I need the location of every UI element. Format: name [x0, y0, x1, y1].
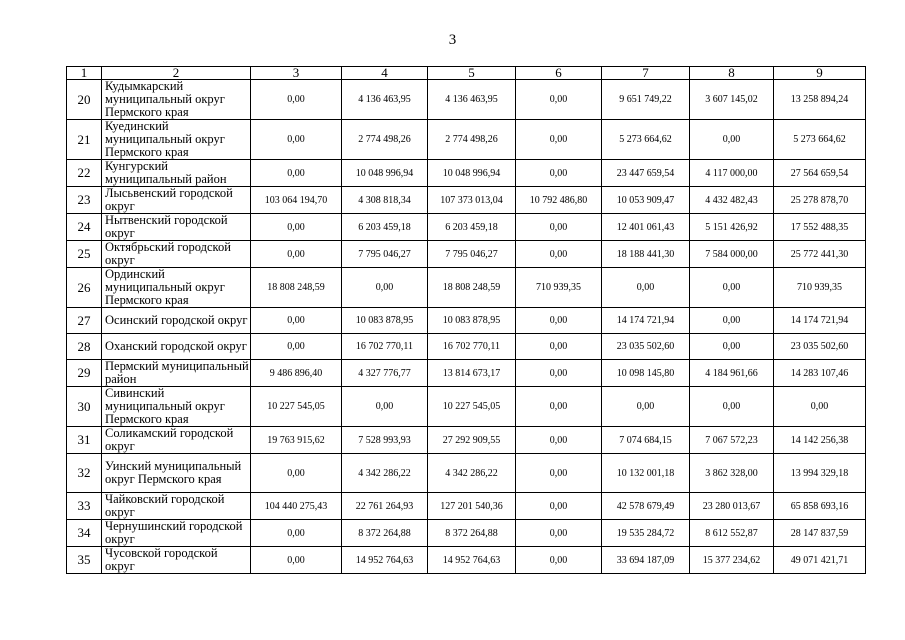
col-9-value: 14 174 721,94 [774, 308, 866, 334]
table-row [67, 160, 866, 187]
row-number: 32 [67, 454, 102, 493]
col-9-value: 14 142 256,38 [774, 427, 866, 454]
col-8-value: 0,00 [690, 308, 774, 334]
row-number: 31 [67, 427, 102, 454]
col-7-value: 9 651 749,22 [602, 80, 690, 120]
col-3-value: 0,00 [251, 520, 342, 547]
row-number: 28 [67, 334, 102, 360]
col-6-value: 0,00 [516, 80, 602, 120]
col-6-value: 0,00 [516, 493, 602, 520]
col-6-value: 0,00 [516, 120, 602, 160]
col-7-value: 12 401 061,43 [602, 214, 690, 241]
column-header: 5 [428, 67, 516, 80]
col-6-value: 0,00 [516, 160, 602, 187]
col-8-value: 0,00 [690, 387, 774, 427]
col-4-value: 4 327 776,77 [342, 360, 428, 387]
row-number: 34 [67, 520, 102, 547]
col-9-value: 13 994 329,18 [774, 454, 866, 493]
col-4-value: 4 342 286,22 [342, 454, 428, 493]
col-6-value: 710 939,35 [516, 268, 602, 308]
col-9-value: 14 283 107,46 [774, 360, 866, 387]
col-8-value: 3 862 328,00 [690, 454, 774, 493]
column-header: 7 [602, 67, 690, 80]
col-3-value: 0,00 [251, 547, 342, 574]
column-numbers-row [67, 67, 866, 80]
col-6-value: 0,00 [516, 214, 602, 241]
col-6-value: 0,00 [516, 360, 602, 387]
col-4-value: 4 136 463,95 [342, 80, 428, 120]
municipality-name: Лысьвенский городской округ [102, 187, 251, 214]
column-header: 4 [342, 67, 428, 80]
col-4-value: 16 702 770,11 [342, 334, 428, 360]
row-number: 30 [67, 387, 102, 427]
col-8-value: 4 184 961,66 [690, 360, 774, 387]
municipality-name: Чернушинский городской округ [102, 520, 251, 547]
col-5-value: 8 372 264,88 [428, 520, 516, 547]
row-number: 24 [67, 214, 102, 241]
col-4-value: 2 774 498,26 [342, 120, 428, 160]
table-row [67, 427, 866, 454]
municipality-name: Куединский муниципальный округ Пермского края [102, 120, 251, 160]
municipality-name: Оханский городской округ [102, 334, 251, 360]
municipality-name: Октябрьский городской округ [102, 241, 251, 268]
col-4-value: 14 952 764,63 [342, 547, 428, 574]
municipality-name: Соликамский городской округ [102, 427, 251, 454]
col-3-value: 103 064 194,70 [251, 187, 342, 214]
col-7-value: 0,00 [602, 268, 690, 308]
col-4-value: 0,00 [342, 268, 428, 308]
column-header: 9 [774, 67, 866, 80]
col-6-value: 0,00 [516, 308, 602, 334]
col-7-value: 14 174 721,94 [602, 308, 690, 334]
row-number: 27 [67, 308, 102, 334]
col-9-value: 25 772 441,30 [774, 241, 866, 268]
col-4-value: 4 308 818,34 [342, 187, 428, 214]
row-number: 26 [67, 268, 102, 308]
col-8-value: 4 432 482,43 [690, 187, 774, 214]
col-9-value: 5 273 664,62 [774, 120, 866, 160]
municipality-name: Ординский муниципальный округ Пермского края [102, 268, 251, 308]
municipality-name: Уинский муниципальный округ Пермского края [102, 454, 251, 493]
col-3-value: 0,00 [251, 454, 342, 493]
row-number: 29 [67, 360, 102, 387]
table-row [67, 520, 866, 547]
col-9-value: 25 278 878,70 [774, 187, 866, 214]
col-8-value: 0,00 [690, 334, 774, 360]
row-number: 23 [67, 187, 102, 214]
col-5-value: 127 201 540,36 [428, 493, 516, 520]
col-4-value: 7 528 993,93 [342, 427, 428, 454]
col-4-value: 6 203 459,18 [342, 214, 428, 241]
municipality-name: Осинский городской округ [102, 308, 251, 334]
col-9-value: 710 939,35 [774, 268, 866, 308]
col-8-value: 0,00 [690, 120, 774, 160]
table-row [67, 493, 866, 520]
table-row [67, 547, 866, 574]
col-3-value: 104 440 275,43 [251, 493, 342, 520]
col-7-value: 10 053 909,47 [602, 187, 690, 214]
col-6-value: 0,00 [516, 334, 602, 360]
table-row [67, 187, 866, 214]
col-3-value: 0,00 [251, 160, 342, 187]
col-4-value: 0,00 [342, 387, 428, 427]
col-7-value: 5 273 664,62 [602, 120, 690, 160]
col-7-value: 0,00 [602, 387, 690, 427]
column-header: 8 [690, 67, 774, 80]
col-8-value: 8 612 552,87 [690, 520, 774, 547]
column-header: 3 [251, 67, 342, 80]
col-5-value: 2 774 498,26 [428, 120, 516, 160]
col-7-value: 23 447 659,54 [602, 160, 690, 187]
col-5-value: 10 048 996,94 [428, 160, 516, 187]
table-row [67, 360, 866, 387]
col-8-value: 5 151 426,92 [690, 214, 774, 241]
col-6-value: 0,00 [516, 241, 602, 268]
col-8-value: 4 117 000,00 [690, 160, 774, 187]
col-9-value: 17 552 488,35 [774, 214, 866, 241]
col-3-value: 0,00 [251, 80, 342, 120]
col-8-value: 7 584 000,00 [690, 241, 774, 268]
col-5-value: 4 136 463,95 [428, 80, 516, 120]
col-5-value: 14 952 764,63 [428, 547, 516, 574]
col-5-value: 107 373 013,04 [428, 187, 516, 214]
col-6-value: 0,00 [516, 387, 602, 427]
col-3-value: 10 227 545,05 [251, 387, 342, 427]
col-6-value: 0,00 [516, 520, 602, 547]
municipality-name: Чайковский городской округ [102, 493, 251, 520]
data-table [66, 66, 866, 574]
page-number: 3 [448, 32, 457, 48]
col-3-value: 0,00 [251, 120, 342, 160]
col-8-value: 7 067 572,23 [690, 427, 774, 454]
row-number: 22 [67, 160, 102, 187]
col-4-value: 22 761 264,93 [342, 493, 428, 520]
row-number: 21 [67, 120, 102, 160]
col-3-value: 18 808 248,59 [251, 268, 342, 308]
table-body [67, 80, 866, 574]
col-5-value: 16 702 770,11 [428, 334, 516, 360]
col-5-value: 6 203 459,18 [428, 214, 516, 241]
col-7-value: 18 188 441,30 [602, 241, 690, 268]
col-3-value: 0,00 [251, 334, 342, 360]
municipality-name: Чусовской городской округ [102, 547, 251, 574]
col-8-value: 0,00 [690, 268, 774, 308]
column-header: 6 [516, 67, 602, 80]
col-7-value: 23 035 502,60 [602, 334, 690, 360]
col-4-value: 7 795 046,27 [342, 241, 428, 268]
col-3-value: 9 486 896,40 [251, 360, 342, 387]
col-9-value: 28 147 837,59 [774, 520, 866, 547]
col-9-value: 0,00 [774, 387, 866, 427]
municipality-name: Кудымкарский муниципальный округ Пермского края [102, 80, 251, 120]
col-7-value: 19 535 284,72 [602, 520, 690, 547]
col-7-value: 7 074 684,15 [602, 427, 690, 454]
col-3-value: 0,00 [251, 308, 342, 334]
table-row [67, 120, 866, 160]
col-6-value: 0,00 [516, 427, 602, 454]
col-9-value: 13 258 894,24 [774, 80, 866, 120]
col-6-value: 0,00 [516, 454, 602, 493]
col-6-value: 10 792 486,80 [516, 187, 602, 214]
table-row [67, 241, 866, 268]
municipality-name: Сивинский муниципальный округ Пермского края [102, 387, 251, 427]
column-header: 2 [102, 67, 251, 80]
col-5-value: 13 814 673,17 [428, 360, 516, 387]
col-7-value: 42 578 679,49 [602, 493, 690, 520]
row-number: 35 [67, 547, 102, 574]
col-6-value: 0,00 [516, 547, 602, 574]
col-3-value: 0,00 [251, 214, 342, 241]
col-5-value: 4 342 286,22 [428, 454, 516, 493]
column-header: 1 [67, 67, 102, 80]
row-number: 33 [67, 493, 102, 520]
col-8-value: 3 607 145,02 [690, 80, 774, 120]
col-5-value: 10 227 545,05 [428, 387, 516, 427]
col-7-value: 10 098 145,80 [602, 360, 690, 387]
col-8-value: 15 377 234,62 [690, 547, 774, 574]
table-row [67, 334, 866, 360]
col-9-value: 65 858 693,16 [774, 493, 866, 520]
table-row [67, 268, 866, 308]
col-7-value: 33 694 187,09 [602, 547, 690, 574]
col-8-value: 23 280 013,67 [690, 493, 774, 520]
municipality-name: Кунгурский муниципальный район [102, 160, 251, 187]
col-4-value: 8 372 264,88 [342, 520, 428, 547]
table-row [67, 454, 866, 493]
col-5-value: 18 808 248,59 [428, 268, 516, 308]
table-row [67, 387, 866, 427]
row-number: 25 [67, 241, 102, 268]
row-number: 20 [67, 80, 102, 120]
municipality-name: Пермский муниципальный район [102, 360, 251, 387]
table-row [67, 308, 866, 334]
table-row [67, 80, 866, 120]
col-9-value: 27 564 659,54 [774, 160, 866, 187]
col-5-value: 10 083 878,95 [428, 308, 516, 334]
col-4-value: 10 083 878,95 [342, 308, 428, 334]
col-4-value: 10 048 996,94 [342, 160, 428, 187]
col-9-value: 49 071 421,71 [774, 547, 866, 574]
col-5-value: 27 292 909,55 [428, 427, 516, 454]
municipality-name: Нытвенский городской округ [102, 214, 251, 241]
col-7-value: 10 132 001,18 [602, 454, 690, 493]
col-3-value: 0,00 [251, 241, 342, 268]
col-5-value: 7 795 046,27 [428, 241, 516, 268]
col-3-value: 19 763 915,62 [251, 427, 342, 454]
col-9-value: 23 035 502,60 [774, 334, 866, 360]
table-row [67, 214, 866, 241]
